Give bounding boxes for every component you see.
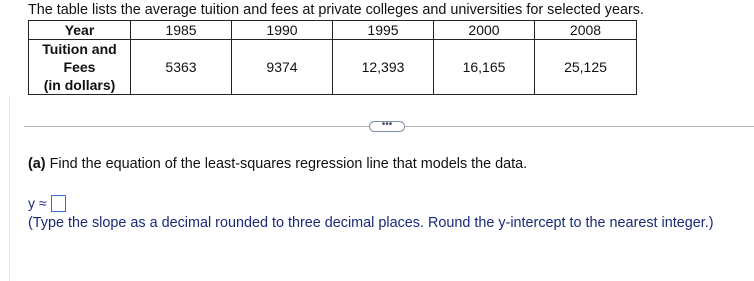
tuition-value-cell: 12,393 (333, 40, 434, 95)
regression-answer-input[interactable] (51, 195, 66, 212)
part-a-question (28, 156, 527, 172)
problem-intro: The table lists the average tuition and fees at private colleges and universities for selected years. (28, 2, 644, 18)
left-margin-rule (9, 96, 10, 281)
tuition-value-cell: 5363 (131, 40, 232, 95)
tuition-row-header (29, 40, 131, 95)
table-row (29, 40, 637, 95)
table-header-row (29, 21, 637, 40)
year-cell: 1995 (333, 21, 434, 40)
tuition-value-cell: 9374 (232, 40, 333, 95)
tuition-data-table (28, 20, 637, 95)
part-a-label: (a) (28, 156, 46, 172)
year-column-header: Year (29, 21, 131, 40)
expand-more-button[interactable]: ••• (369, 121, 405, 132)
tuition-value-cell: 16,165 (434, 40, 535, 95)
answer-prefix: y ≈ (28, 195, 47, 211)
year-cell: 2000 (434, 21, 535, 40)
answer-instructions: (Type the slope as a decimal rounded to three decimal places. Round the y-intercept to the nearest integer.) (28, 215, 714, 231)
row-header-line: Tuition and (42, 41, 117, 57)
year-cell: 1990 (232, 21, 333, 40)
tuition-value-cell: 25,125 (535, 40, 637, 95)
answer-row (28, 193, 66, 213)
year-cell: 1985 (131, 21, 232, 40)
row-header-line: (in dollars) (43, 77, 116, 93)
row-header-line: Fees (63, 59, 96, 75)
part-a-text: Find the equation of the least-squares regression line that models the data. (45, 156, 528, 172)
year-cell: 2008 (535, 21, 637, 40)
